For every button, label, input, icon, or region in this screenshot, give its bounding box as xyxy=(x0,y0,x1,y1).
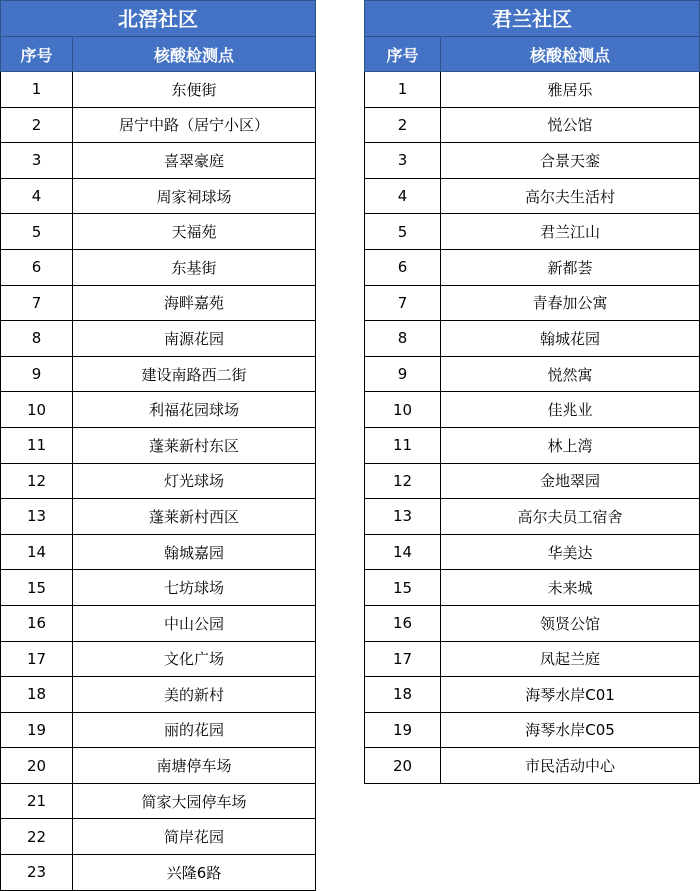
testing-site-name: 君兰江山 xyxy=(441,214,700,250)
row-index: 16 xyxy=(1,605,73,641)
row-index: 11 xyxy=(365,427,441,463)
row-index: 13 xyxy=(365,499,441,535)
table-row xyxy=(365,570,700,606)
row-index: 6 xyxy=(1,249,73,285)
testing-site-name: 林上湾 xyxy=(441,427,700,463)
table-row xyxy=(1,463,316,499)
table-row xyxy=(365,605,700,641)
testing-site-name: 东基街 xyxy=(73,249,316,285)
testing-site-name: 悦公馆 xyxy=(441,107,700,143)
row-index: 16 xyxy=(365,605,441,641)
index-column-header: 序号 xyxy=(1,37,73,72)
row-index: 19 xyxy=(365,712,441,748)
table-row xyxy=(1,819,316,855)
testing-sites-table xyxy=(364,36,700,784)
row-index: 23 xyxy=(1,855,73,891)
row-index: 8 xyxy=(365,321,441,357)
testing-site-name: 丽的花园 xyxy=(73,712,316,748)
testing-site-name: 悦然寓 xyxy=(441,356,700,392)
row-index: 4 xyxy=(365,178,441,214)
row-index: 12 xyxy=(365,463,441,499)
testing-sites-table xyxy=(0,36,316,891)
table-row xyxy=(1,72,316,108)
row-index: 21 xyxy=(1,783,73,819)
testing-site-name: 海琴水岸C05 xyxy=(441,712,700,748)
row-index: 5 xyxy=(1,214,73,250)
table-row xyxy=(365,249,700,285)
testing-site-name: 中山公园 xyxy=(73,605,316,641)
row-index: 18 xyxy=(365,677,441,713)
table-row xyxy=(1,392,316,428)
row-index: 20 xyxy=(365,748,441,784)
row-index: 1 xyxy=(365,72,441,108)
row-index: 6 xyxy=(365,249,441,285)
testing-site-name: 新都荟 xyxy=(441,249,700,285)
index-column-header: 序号 xyxy=(365,37,441,72)
testing-site-name: 翰城嘉园 xyxy=(73,534,316,570)
table-row xyxy=(365,143,700,179)
row-index: 18 xyxy=(1,677,73,713)
table-row xyxy=(365,427,700,463)
table-row xyxy=(1,249,316,285)
testing-site-name: 翰城花园 xyxy=(441,321,700,357)
row-index: 11 xyxy=(1,427,73,463)
table-row xyxy=(365,712,700,748)
community-title: 北滘社区 xyxy=(0,0,316,36)
testing-site-name: 灯光球场 xyxy=(73,463,316,499)
testing-site-name: 居宁中路（居宁小区） xyxy=(73,107,316,143)
testing-site-name: 南塘停车场 xyxy=(73,748,316,784)
row-index: 2 xyxy=(365,107,441,143)
testing-site-name: 利福花园球场 xyxy=(73,392,316,428)
row-index: 5 xyxy=(365,214,441,250)
row-index: 17 xyxy=(1,641,73,677)
table-row xyxy=(365,677,700,713)
testing-site-name: 蓬莱新村东区 xyxy=(73,427,316,463)
testing-site-name: 文化广场 xyxy=(73,641,316,677)
row-index: 14 xyxy=(365,534,441,570)
testing-site-name: 未来城 xyxy=(441,570,700,606)
table-row xyxy=(1,748,316,784)
testing-site-name: 合景天銮 xyxy=(441,143,700,179)
testing-site-name: 七坊球场 xyxy=(73,570,316,606)
row-index: 1 xyxy=(1,72,73,108)
row-index: 2 xyxy=(1,107,73,143)
row-index: 4 xyxy=(1,178,73,214)
table-row xyxy=(365,72,700,108)
testing-site-name: 领贤公馆 xyxy=(441,605,700,641)
testing-site-name: 美的新村 xyxy=(73,677,316,713)
row-index: 3 xyxy=(365,143,441,179)
testing-site-name: 简家大园停车场 xyxy=(73,783,316,819)
table-row xyxy=(365,641,700,677)
row-index: 10 xyxy=(365,392,441,428)
table-row xyxy=(365,356,700,392)
table-header-row xyxy=(1,37,316,72)
testing-site-name: 建设南路西二街 xyxy=(73,356,316,392)
row-index: 13 xyxy=(1,499,73,535)
testing-site-name: 海畔嘉苑 xyxy=(73,285,316,321)
testing-site-name: 市民活动中心 xyxy=(441,748,700,784)
row-index: 3 xyxy=(1,143,73,179)
table-row xyxy=(365,178,700,214)
table-row xyxy=(365,748,700,784)
table-row xyxy=(1,677,316,713)
testing-site-name: 南源花园 xyxy=(73,321,316,357)
table-row xyxy=(1,285,316,321)
table-row xyxy=(1,499,316,535)
testing-site-name: 高尔夫员工宿舍 xyxy=(441,499,700,535)
row-index: 15 xyxy=(1,570,73,606)
row-index: 12 xyxy=(1,463,73,499)
row-index: 9 xyxy=(365,356,441,392)
testing-site-name: 金地翠园 xyxy=(441,463,700,499)
beijiao-community-panel xyxy=(0,0,316,891)
row-index: 14 xyxy=(1,534,73,570)
testing-site-name: 喜翠豪庭 xyxy=(73,143,316,179)
table-row xyxy=(365,534,700,570)
table-row xyxy=(1,712,316,748)
table-row xyxy=(365,463,700,499)
testing-site-name: 青春加公寓 xyxy=(441,285,700,321)
table-row xyxy=(1,321,316,357)
row-index: 15 xyxy=(365,570,441,606)
row-index: 17 xyxy=(365,641,441,677)
testing-site-name: 高尔夫生活村 xyxy=(441,178,700,214)
table-row xyxy=(1,570,316,606)
table-row xyxy=(365,392,700,428)
table-row xyxy=(1,641,316,677)
testing-site-name: 兴隆6路 xyxy=(73,855,316,891)
table-row xyxy=(365,214,700,250)
testing-site-name: 雅居乐 xyxy=(441,72,700,108)
junlan-community-panel xyxy=(364,0,700,784)
row-index: 22 xyxy=(1,819,73,855)
row-index: 10 xyxy=(1,392,73,428)
table-row xyxy=(365,499,700,535)
table-row xyxy=(365,321,700,357)
table-row xyxy=(1,107,316,143)
testing-site-name: 蓬莱新村西区 xyxy=(73,499,316,535)
row-index: 19 xyxy=(1,712,73,748)
table-row xyxy=(365,107,700,143)
site-column-header: 核酸检测点 xyxy=(441,37,700,72)
table-row xyxy=(365,285,700,321)
row-index: 7 xyxy=(1,285,73,321)
table-row xyxy=(1,783,316,819)
row-index: 7 xyxy=(365,285,441,321)
testing-site-name: 简岸花园 xyxy=(73,819,316,855)
testing-site-name: 天福苑 xyxy=(73,214,316,250)
table-row xyxy=(1,534,316,570)
table-row xyxy=(1,214,316,250)
table-row xyxy=(1,427,316,463)
testing-site-name: 佳兆业 xyxy=(441,392,700,428)
testing-site-name: 海琴水岸C01 xyxy=(441,677,700,713)
row-index: 8 xyxy=(1,321,73,357)
table-row xyxy=(1,143,316,179)
testing-site-name: 周家祠球场 xyxy=(73,178,316,214)
row-index: 20 xyxy=(1,748,73,784)
testing-site-name: 华美达 xyxy=(441,534,700,570)
row-index: 9 xyxy=(1,356,73,392)
table-row xyxy=(1,605,316,641)
table-header-row xyxy=(365,37,700,72)
site-column-header: 核酸检测点 xyxy=(73,37,316,72)
table-row xyxy=(1,178,316,214)
table-row xyxy=(1,855,316,891)
community-title: 君兰社区 xyxy=(364,0,700,36)
testing-site-name: 凤起兰庭 xyxy=(441,641,700,677)
table-row xyxy=(1,356,316,392)
testing-site-name: 东便街 xyxy=(73,72,316,108)
